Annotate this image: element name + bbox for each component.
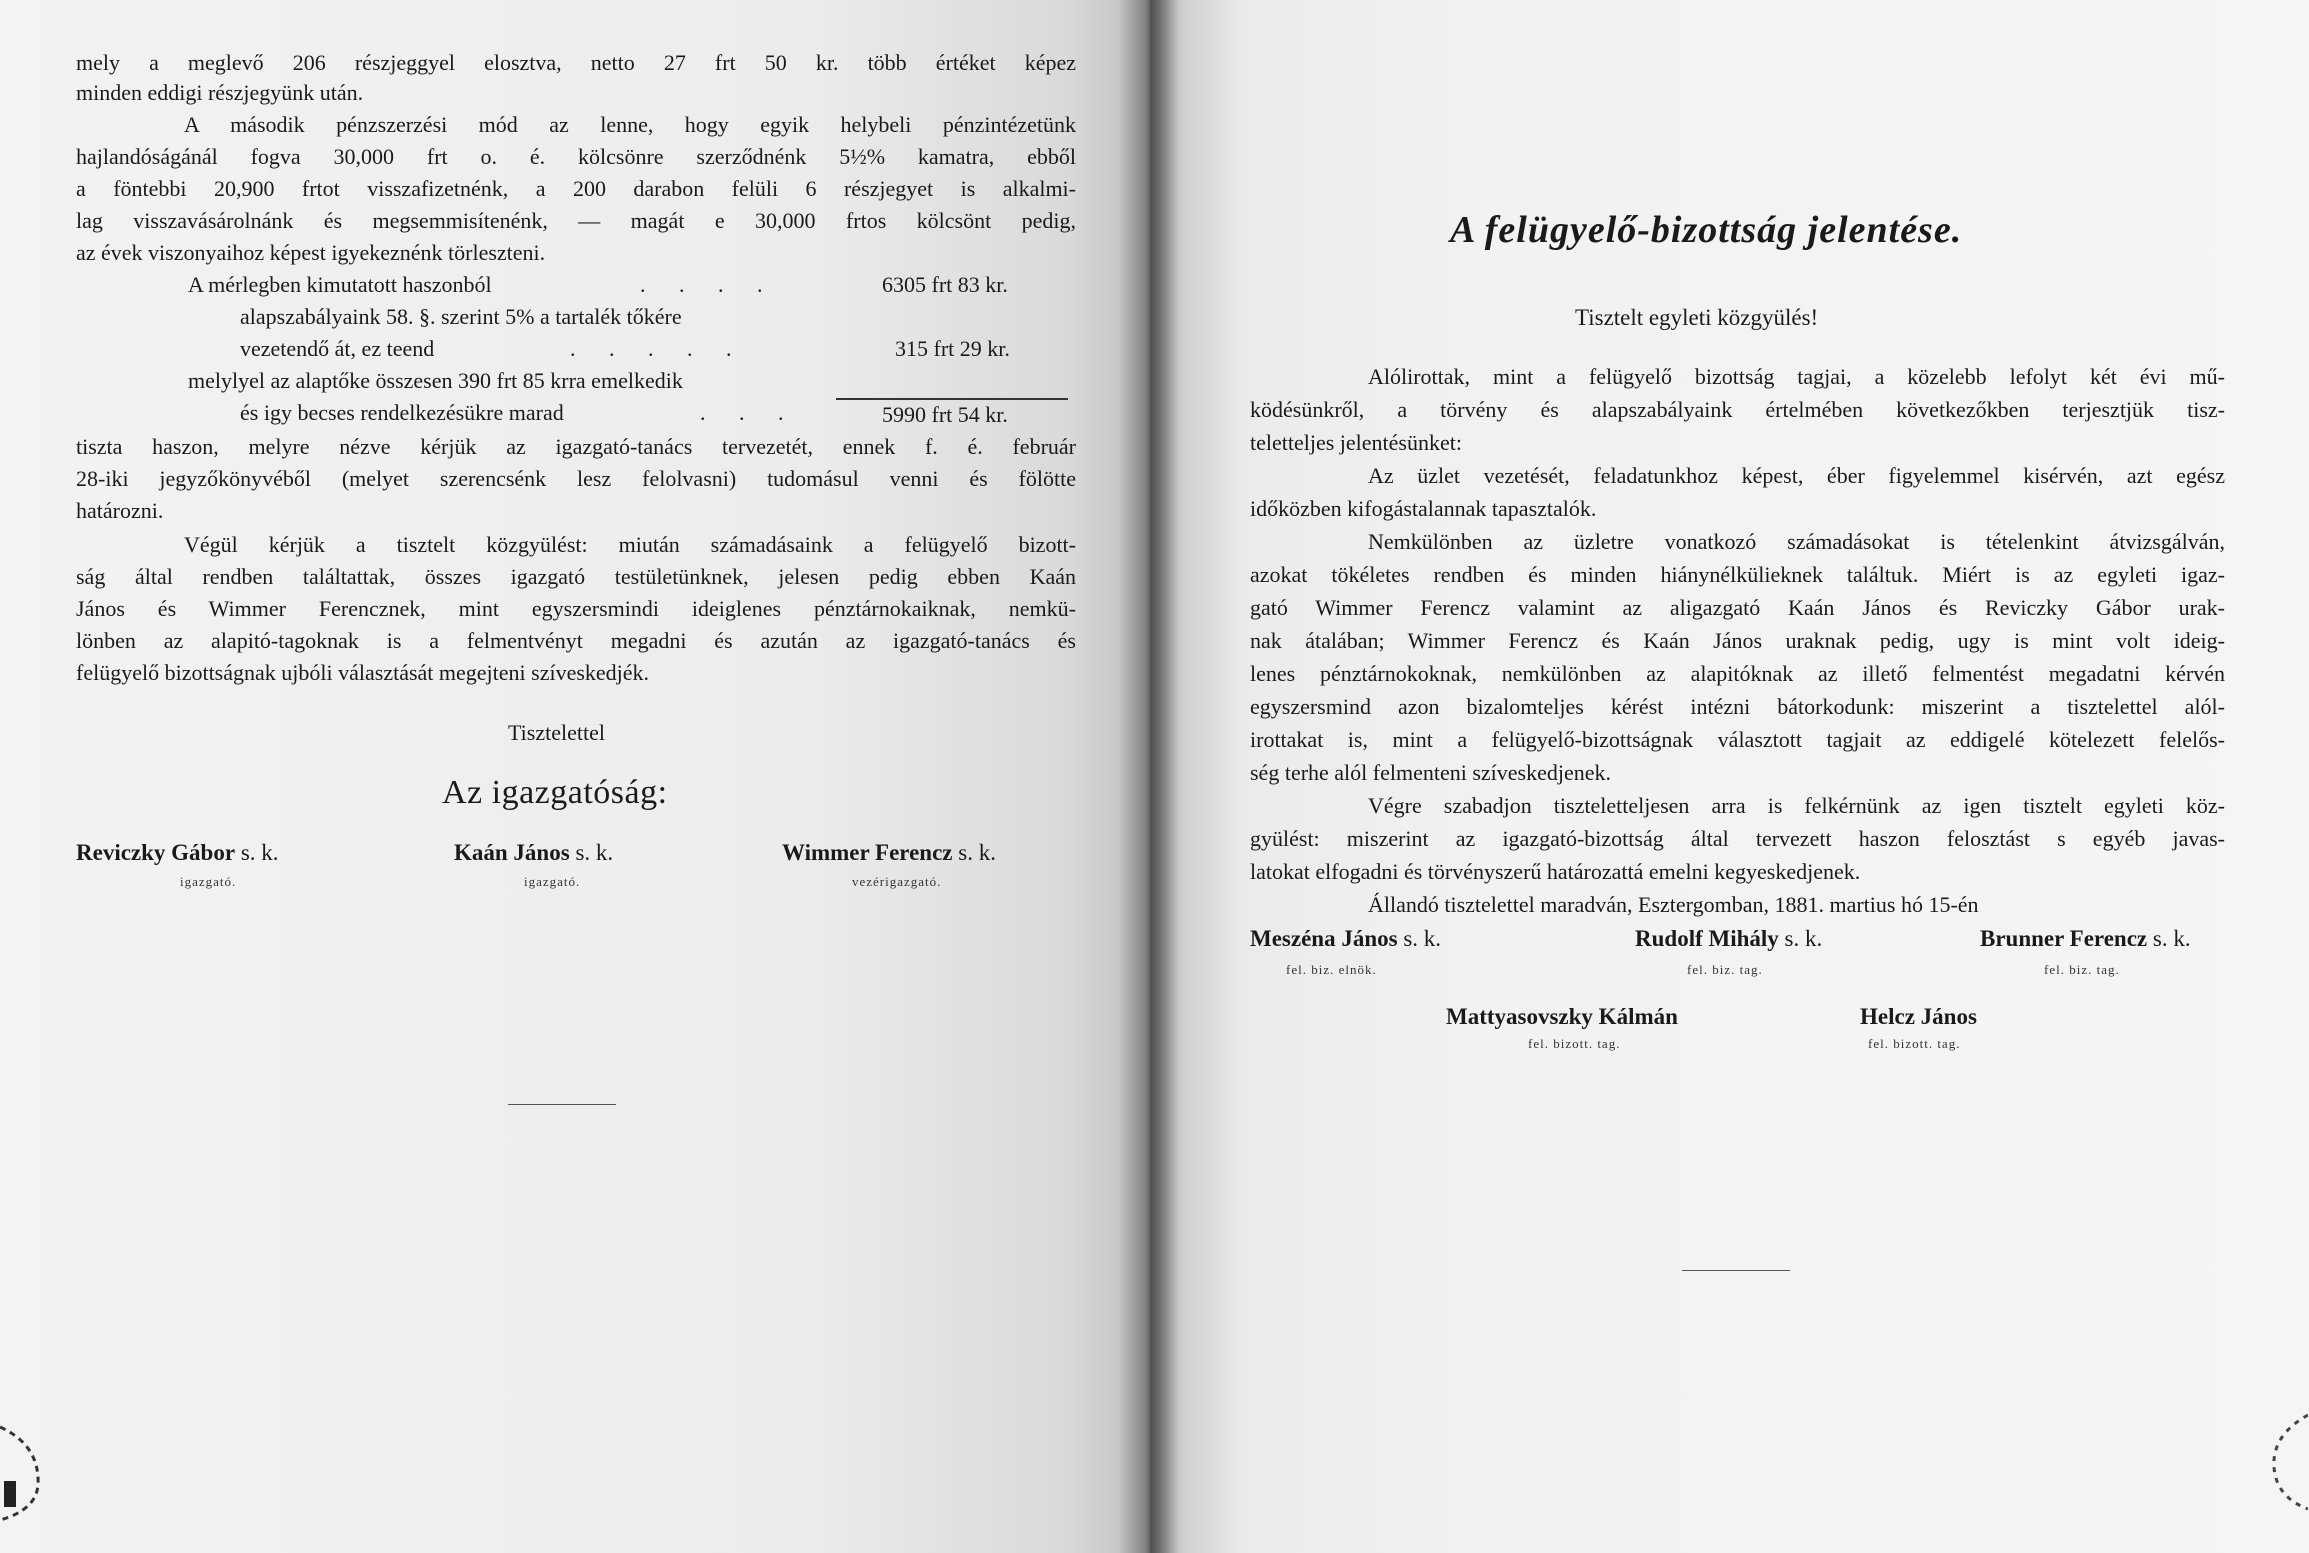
signature-name: Brunner Ferencz s. k. xyxy=(1980,926,2191,951)
text-line: Végül kérjük a tisztelt közgyülést: miután számadásaink a felügyelő bizott- xyxy=(184,532,1076,557)
calc-amount: 315 frt 29 kr. xyxy=(895,336,1010,361)
text-line: ség terhe alól felmenteni szíveskedjenek. xyxy=(1250,760,1612,785)
signature-role: fel. bizott. tag. xyxy=(1868,1036,1961,1051)
sum-rule xyxy=(836,398,1068,400)
text-line: irottakat is, mint a felügyelő-bizottságnak választott tagjait az eddigelé kötelezett felelős- xyxy=(1250,727,2225,752)
library-stamp-icon xyxy=(0,1415,60,1525)
text-line: gyülést: miszerint az igazgató-bizottság által tervezett haszon felosztást s egyéb javas- xyxy=(1250,826,2225,851)
calc-amount: 5990 frt 54 kr. xyxy=(882,402,1008,427)
text-line: lag visszavásárolnánk és megsemmisítenénk, — magát e 30,000 frtos kölcsönt pedig, xyxy=(76,208,1076,233)
calc-label: vezetendő át, ez teend xyxy=(240,336,435,361)
text-line: gató Wimmer Ferencz valamint az aligazgató Kaán János és Reviczky Gábor urak- xyxy=(1250,595,2225,620)
signature-name: Meszéna János s. k. xyxy=(1250,926,1442,951)
closing-text: Tisztelettel xyxy=(508,720,605,745)
text-line: hajlandóságánál fogva 30,000 frt o. é. kölcsönre szerződnénk 5½% kamatra, ebből xyxy=(76,144,1076,169)
signature-name: Helcz János xyxy=(1860,1004,1977,1029)
signature-role: igazgató. xyxy=(180,874,237,889)
text-line: egyszersmind azon bizalomteljes kérést intézni bátorkodunk: miszerint a tisztelettel alól- xyxy=(1250,694,2225,719)
signature-role: fel. bizott. tag. xyxy=(1528,1036,1621,1051)
text-line: nak átalában; Wimmer Ferencz és Kaán János uraknak pedig, ugy is mint volt ideig- xyxy=(1250,628,2225,653)
signature-name: Rudolf Mihály s. k. xyxy=(1635,926,1823,951)
text-line: János és Wimmer Ferencznek, mint egyszersmindi ideiglenes pénztárnokaiknak, nemkü- xyxy=(76,596,1076,621)
salutation: Tisztelt egyleti közgyülés! xyxy=(1575,305,1819,330)
library-stamp-icon xyxy=(2268,1405,2308,1515)
calc-label: A mérlegben kimutatott haszonból xyxy=(188,272,492,297)
end-rule xyxy=(508,1104,616,1105)
text-line: lönben az alapitó-tagoknak is a felmentvényt megadni és azután az igazgató-tanács és xyxy=(76,628,1076,653)
signature-role: fel. biz. tag. xyxy=(2044,962,2120,977)
right-page xyxy=(1150,0,2309,1553)
calc-dots: . . . . xyxy=(640,272,777,297)
text-line: lenes pénztárnokoknak, nemkülönben az alapitóknak az illető felmentést megadatni kérvén xyxy=(1250,661,2225,686)
signature-role: fel. biz. tag. xyxy=(1687,962,1763,977)
text-line: az évek viszonyaihoz képest igyekeznénk törleszteni. xyxy=(76,240,546,265)
text-line: időközben kifogástalannak tapasztalók. xyxy=(1250,496,1597,521)
text-line: A második pénzszerzési mód az lenne, hogy egyik helybeli pénzintézetünk xyxy=(184,112,1076,137)
calc-label: és igy becses rendelkezésükre marad xyxy=(240,400,564,425)
text-line: teletteljes jelentésünket: xyxy=(1250,430,1462,455)
calc-label: melylyel az alaptőke összesen 390 frt 85 krra emelkedik xyxy=(188,368,683,393)
text-line: latokat elfogadni és törvényszerű határozattá emelni kegyeskedjenek. xyxy=(1250,859,1861,884)
text-line: felügyelő bizottságnak ujbóli választását megejteni szíveskedjék. xyxy=(76,660,650,685)
text-line: 28-iki jegyzőkönyvéből (melyet szerencsénk lesz felolvasni) tudomásul venni és fölötte xyxy=(76,466,1076,491)
board-heading: Az igazgatóság: xyxy=(442,774,668,811)
text-line: tiszta haszon, melyre nézve kérjük az igazgató-tanács tervezetét, ennek f. é. február xyxy=(76,434,1076,459)
signature-role: fel. biz. elnök. xyxy=(1286,962,1377,977)
text-line: ság által rendben találtattak, összes igazgató testületünknek, jelesen pedig ebben Kaán xyxy=(76,564,1076,589)
signature-role: vezérigazgató. xyxy=(852,874,942,889)
calc-amount: 6305 frt 83 kr. xyxy=(882,272,1008,297)
signature-name: Mattyasovszky Kálmán xyxy=(1446,1004,1678,1029)
text-line: Végre szabadjon tiszteletteljesen arra is felkérnünk az igen tisztelt egyleti köz- xyxy=(1368,793,2225,818)
text-line: Állandó tisztelettel maradván, Esztergomban, 1881. martius hó 15-én xyxy=(1368,892,1979,917)
calc-dots: . . . xyxy=(700,400,798,425)
text-line: Nemkülönben az üzletre vonatkozó számadásokat is tételenkint átvizsgálván, xyxy=(1368,529,2225,554)
signature-name: Reviczky Gábor s. k. xyxy=(76,840,279,865)
text-line: mely a meglevő 206 részjeggyel elosztva, netto 27 frt 50 kr. több értéket képez xyxy=(76,50,1076,75)
text-line: azokat tökéletes rendben és minden hiánynélkülieknek találtuk. Miért is az egyleti igaz- xyxy=(1250,562,2225,587)
text-line: Az üzlet vezetését, feladatunkhoz képest, éber figyelemmel kisérvén, azt egész xyxy=(1368,463,2225,488)
signature-name: Wimmer Ferencz s. k. xyxy=(782,840,996,865)
text-line: a föntebbi 20,900 frtot visszafizetnénk, a 200 darabon felüli 6 részjegyet is alkalmi- xyxy=(76,176,1076,201)
text-line: határozni. xyxy=(76,498,164,523)
report-title: A felügyelő-bizottság jelentése. xyxy=(1450,209,1963,251)
calc-label: alapszabályaink 58. §. szerint 5% a tartalék tőkére xyxy=(240,304,682,329)
signature-name: Kaán János s. k. xyxy=(454,840,614,865)
end-rule xyxy=(1682,1270,1790,1271)
text-line: Alólirottak, mint a felügyelő bizottság tagjai, a közelebb lefolyt két évi mű- xyxy=(1368,364,2225,389)
book-gutter xyxy=(1118,0,1178,1553)
text-line: ködésünkről, a törvény és alapszabályaink értelmében következőkben terjesztjük tisz- xyxy=(1250,397,2225,422)
signature-role: igazgató. xyxy=(524,874,581,889)
left-page xyxy=(0,0,1150,1553)
calc-dots: . . . . . xyxy=(570,336,746,361)
text-line: minden eddigi részjegyünk után. xyxy=(76,80,364,105)
